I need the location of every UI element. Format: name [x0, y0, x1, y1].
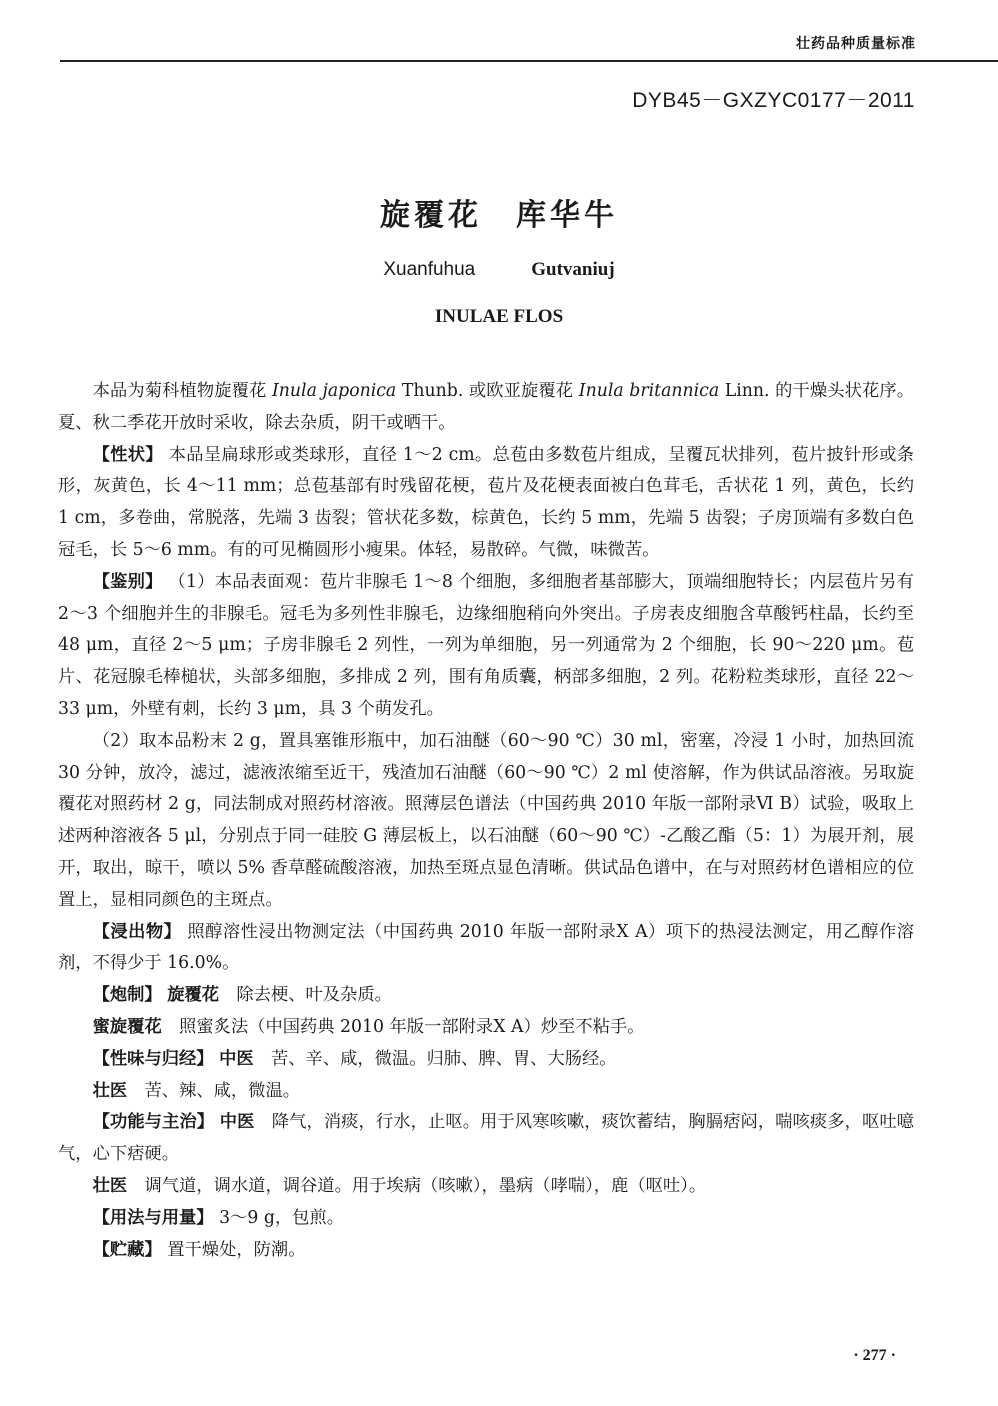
intro-paragraph	[58, 376, 914, 440]
section-label-jinchuwu: 【浸出物】	[92, 921, 182, 942]
paozhi-text-1: 除去梗、叶及杂质。	[236, 985, 392, 1006]
section-xingwei-2	[58, 1076, 914, 1108]
running-header: 壮药品种质量标准	[796, 36, 916, 52]
xingwei-sub-2: 壮医	[92, 1080, 128, 1101]
section-label-xingwei: 【性味与归经】	[92, 1048, 214, 1069]
intro-text-1: 本品为菊科植物旋覆花	[92, 381, 272, 401]
page-title	[0, 190, 998, 234]
section-jianbie-2	[58, 726, 914, 917]
intro-text-2: Thunb. 或欧亚旋覆花	[396, 381, 579, 401]
section-text-zhucang: 置干燥处，防潮。	[167, 1239, 306, 1260]
standard-number: DYB45－GXZYC0177－2011	[632, 89, 915, 112]
paozhi-sub-2: 蜜旋覆花	[92, 1016, 162, 1037]
title-latin: INULAE FLOS	[434, 306, 564, 327]
monograph-body	[58, 376, 914, 1266]
intro-text-3: Linn. 的干燥头状花序。夏、秋二季花开放时采收，除去杂质，阴干或晒干。	[58, 381, 914, 433]
section-paozhi-2	[58, 1012, 914, 1044]
header-rule	[60, 60, 998, 62]
title-pinyin: Xuanfuhua	[383, 259, 476, 280]
species-name-1: Inula japonica	[271, 381, 397, 401]
section-text-jinchuwu: 照醇溶性浸出物测定法（中国药典 2010 年版一部附录Ⅹ A）项下的热浸法测定，用乙醇作溶剂，不得少于 16.0%。	[58, 921, 914, 974]
section-zhucang	[58, 1235, 914, 1267]
section-label-xingzhuang: 【性状】	[92, 444, 163, 465]
xingwei-text-2: 苦、辣、咸，微温。	[144, 1080, 301, 1101]
section-yongfa	[58, 1203, 914, 1235]
species-name-2: Inula britannica	[578, 381, 720, 401]
section-label-paozhi: 【炮制】	[92, 985, 162, 1006]
gongneng-sub-1: 中医	[219, 1112, 255, 1133]
section-gongneng-2	[58, 1171, 914, 1203]
section-jianbie	[58, 567, 914, 726]
title-chinese-name: 旋覆花	[380, 198, 482, 233]
gongneng-text-2: 调气道，调水道，调谷道。用于埃病（咳嗽），墨病（哮喘），鹿（呕吐）。	[144, 1175, 707, 1196]
section-jinchuwu	[58, 917, 914, 981]
section-xingwei	[58, 1044, 914, 1076]
section-label-jianbie: 【鉴别】	[92, 571, 163, 592]
section-text-jianbie-1: （1）本品表面观：苞片非腺毛 1～8 个细胞，多细胞者基部膨大，顶端细胞特长；内层苞片另有 2～3 个细胞并生的非腺毛。冠毛为多列性非腺毛，边缘细胞稍向外突出。子房表皮细胞含草酸钙柱晶，长约至 48 μm，直径 2～5 μm；子房非腺毛 2 列性，一列为单细胞，另一列通常为 2 个细胞，长 90～220 μm。苞片、花冠腺毛棒槌状，头部多细胞，多排成 2 列，围有角质囊，柄部多细胞，2 列。花粉粒类球形，直径 22～33 μm，外壁有刺，长约 3 μm，具 3 个萌发孔。	[58, 571, 914, 719]
gongneng-sub-2: 壮医	[92, 1175, 128, 1196]
section-paozhi	[58, 980, 914, 1012]
title-zhuang: Gutvaniuj	[531, 259, 615, 280]
title-zhuang-chinese-name: 库华牛	[516, 198, 618, 233]
xingwei-text-1: 苦、辛、咸，微温。归肺、脾、胃、大肠经。	[270, 1048, 617, 1069]
paozhi-sub-1: 旋覆花	[167, 985, 220, 1006]
section-gongneng	[58, 1107, 914, 1171]
section-label-gongneng: 【功能与主治】	[92, 1112, 215, 1133]
section-label-yongfa: 【用法与用量】	[92, 1207, 214, 1228]
subtitle	[0, 258, 998, 281]
section-text-yongfa: 3～9 g，包煎。	[219, 1207, 345, 1228]
gongneng-text-1: 降气，消痰，行水，止呕。用于风寒咳嗽，痰饮蓄结，胸膈痞闷，喘咳痰多，呕吐噫气，心下痞硬。	[58, 1112, 914, 1165]
page-number: · 277 ·	[853, 1347, 896, 1364]
section-text-jianbie-2: （2）取本品粉末 2 g，置具塞锥形瓶中，加石油醚（60～90 ℃）30 ml，密塞，冷浸 1 小时，加热回流 30 分钟，放冷，滤过，滤液浓缩至近干，残渣加石油醚（60～90 ℃）2 ml 使溶解，作为供试品溶液。另取旋覆花对照药材 2 g，同法制成对照药材溶液。照薄层色谱法（中国药典 2010 年版一部附录Ⅵ B）试验，吸取上述两种溶液各 5 μl，分别点于同一硅胶 G 薄层板上，以石油醚（60～90 ℃）-乙酸乙酯（5：1）为展开剂，展开，取出，晾干，喷以 5% 香草醛硫酸溶液，加热至斑点显色清晰。供试品色谱中，在与对照药材色谱相应的位置上，显相同颜色的主斑点。	[58, 730, 914, 910]
section-xingzhuang	[58, 440, 914, 567]
xingwei-sub-1: 中医	[219, 1048, 254, 1069]
paozhi-text-2: 照蜜炙法（中国药典 2010 年版一部附录Ⅹ A）炒至不粘手。	[179, 1016, 645, 1037]
section-label-zhucang: 【贮藏】	[92, 1239, 162, 1260]
section-text-xingzhuang: 本品呈扁球形或类球形，直径 1～2 cm。总苞由多数苞片组成，呈覆瓦状排列，苞片披针形或条形，灰黄色，长 4～11 mm；总苞基部有时残留花梗，苞片及花梗表面被白色茸毛，舌状花 1 列，黄色，长约 1 cm，多卷曲，常脱落，先端 3 齿裂；管状花多数，棕黄色，长约 5 mm，先端 5 齿裂；子房顶端有多数白色冠毛，长 5～6 mm。有的可见椭圆形小瘦果。体轻，易散碎。气微，味微苦。	[58, 444, 914, 560]
